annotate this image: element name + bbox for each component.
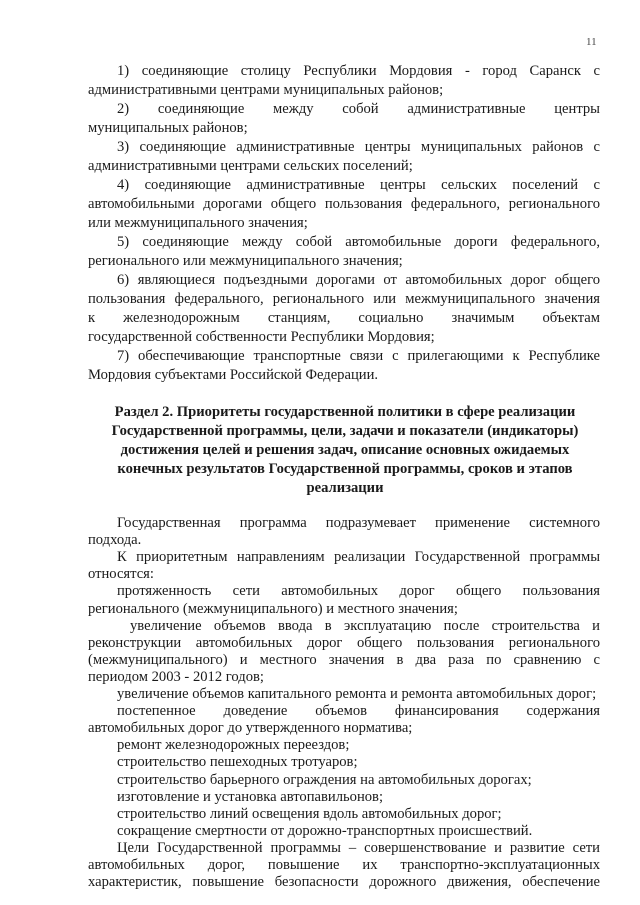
body-line: строительство пешеходных тротуаров; [117,754,358,771]
list-item: или межмуниципального значения; [88,215,308,231]
list-item: государственной собственности Республики Мордовия; [88,329,435,345]
body-line: характеристик, повышение безопасности дорожного движения, обеспечение [88,874,600,891]
body-line: протяженность сети автомобильных дорог общего пользования [117,583,600,600]
list-item: 6) являющиеся подъездными дорогами от автомобильных дорог общего [117,272,600,288]
body-line: увеличение объемов ввода в эксплуатацию после строительства и [130,617,600,634]
body-line: К приоритетным направлениям реализации Государственной программы [117,549,600,566]
section-heading: Государственной программы, цели, задачи и показатели (индикаторы) [111,423,579,439]
list-item: 5) соединяющие между собой автомобильные дороги федерального, [117,234,600,250]
list-item: регионального или межмуниципального значения; [88,253,403,269]
body-line: постепенное доведение объемов финансирования содержания [117,703,600,720]
list-item: к железнодорожным станциям, социально значимым объектам [88,310,600,326]
body-line: реконструкции автомобильных дорог общего пользования регионального [88,634,600,651]
body-line: строительство линий освещения вдоль автомобильных дорог; [117,805,502,822]
list-item: 7) обеспечивающие транспортные связи с прилегающими к Республике [117,348,600,364]
body-line: ремонт железнодорожных переездов; [117,737,350,754]
body-line: периодом 2003 - 2012 годов; [88,668,264,685]
body-line: увеличение объемов капитального ремонта и ремонта автомобильных дорог; [117,686,597,702]
body-line: автомобильных дорог до утвержденного норматива; [88,720,413,737]
body-line: изготовление и установка автопавильонов; [117,788,384,805]
body-line: Государственная программа подразумевает применение системного [117,515,600,531]
body-line: строительство барьерного ограждения на автомобильных дорогах; [117,771,532,788]
list-item: административными центрами сельских поселений; [88,158,413,174]
body-line: относятся: [88,566,154,583]
list-item: административными центрами муниципальных районов; [88,82,444,98]
body-line: сокращение смертности от дорожно-транспортных происшествий. [117,822,533,839]
body-line: (межмуниципального) и местного значения в два раза по сравнению с [88,651,600,668]
list-item: 3) соединяющие административные центры муниципальных районов с [117,139,600,155]
list-item: 4) соединяющие административные центры сельских поселений с [117,177,600,193]
list-item: 2) соединяющие между собой административные центры [117,101,600,117]
section-heading: конечных результатов Государственной программы, сроков и этапов [117,461,573,477]
page-number: 11 [586,36,597,48]
body-line: Цели Государственной программы – совершенствование и развитие сети [117,839,600,856]
list-item: пользования федерального, регионального или межмуниципального значения [88,291,600,307]
body-line: подхода. [88,532,142,549]
section-heading: достижения целей и решения задач, описание основных ожидаемых [120,442,570,458]
list-item: 1) соединяющие столицу Республики Мордовия - город Саранск с [117,63,600,79]
list-item: Мордовия субъектами Российской Федерации. [88,367,379,383]
list-item: автомобильными дорогами общего пользования федерального, регионального [88,196,600,212]
list-item: муниципальных районов; [88,120,248,136]
section-heading: реализации [306,480,384,496]
body-line: автомобильных дорог, повышение их транспортно-эксплуатационных [88,857,600,873]
body-line: регионального (межмуниципального) и местного значения; [88,600,458,617]
section-heading: Раздел 2. Приоритеты государственной политики в сфере реализации [114,404,576,420]
